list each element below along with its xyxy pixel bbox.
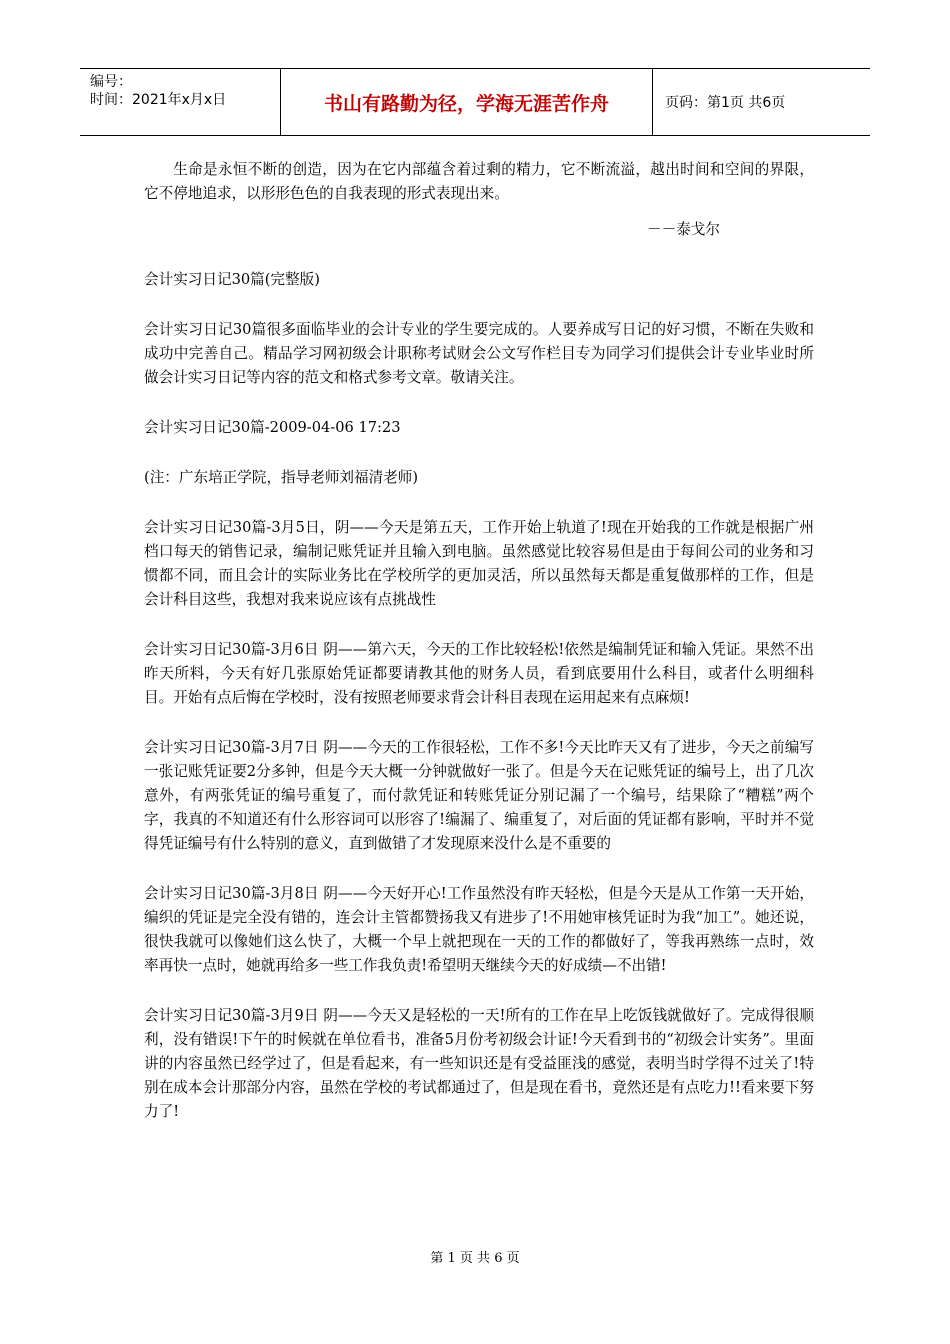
document-title: 会计实习日记30篇(完整版) [144,271,320,288]
document-date: 时间：2021年x月x日 [90,92,227,108]
post-date-line: 会计实习日记30篇-2009-04-06 17:23 [144,419,401,436]
diary-entry-mar9: 会计实习日记30篇-3月9日 阴——今天又是轻松的一天!所有的工作在早上吃饭钱就做好了。完成得很顺利，没有错误!下午的时候就在单位看书，准备5月份考初级会计证!今天看到书的“初级会计实务”。里面讲的内容虽然已经学过了，但是看起来，有一些知识还是有受益匪浅的感觉，表明当时学得不过关了!特别在成本会计那部分内容，虽然在学校的考试都通过了，但是现在看书，竟然还是有点吃力!!看来要下努力了! [144,1007,814,1120]
intro-paragraph: 会计实习日记30篇很多面临毕业的会计专业的学生要完成的。人要养成写日记的好习惯，不断在失败和成功中完善自己。精品学习网初级会计职称考试财会公文写作栏目专为同学习们提供会计专业毕业时所做会计实习日记等内容的范文和格式参考文章。敬请关注。 [144,321,814,386]
diary-entry-mar5: 会计实习日记30篇-3月5日，阴——今天是第五天，工作开始上轨道了!现在开始我的工作就是根据广州档口每天的销售记录，编制记账凭证并且输入到电脑。虽然感觉比较容易但是由于每间公司的业务和习惯都不同，而且会计的实际业务比在学校所学的更加灵活，所以虽然每天都是重复做那样的工作，但是会计科目这些，我想对我来说应该有点挑战性 [144,519,814,608]
header-page-info: 页码：第1页 共6页 [665,95,786,111]
diary-entry-mar8: 会计实习日记30篇-3月8日 阴——今天好开心!工作虽然没有昨天轻松，但是今天是从工作第一天开始，编织的凭证是完全没有错的，连会计主管都赞扬我又有进步了!不用她审核凭证时为我“加工”。她还说，很快我就可以像她们这么快了，大概一个早上就把现在一天的工作的都做好了，等我再熟练一点时，效率再快一点时，她就再给多一些工作我负责!希望明天继续今天的好成绩—不出错! [144,885,814,974]
document-number-label: 编号： [90,74,132,90]
note-line: (注：广东培正学院，指导老师刘福清老师) [144,469,419,486]
document-body [144,158,814,1150]
header-meta [80,69,281,135]
header-motto: 书山有路勤为径，学海无涯苦作舟 [281,69,653,135]
page-footer: 第 1 页 共 6 页 [430,1251,520,1266]
quote-text: 生命是永恒不断的创造，因为在它内部蕴含着过剩的精力，它不断流溢，越出时间和空间的界限，它不停地追求，以形形色色的自我表现的形式表现出来。 [144,161,814,202]
page-header [80,68,870,136]
quote-author: －－泰戈尔 [647,221,720,238]
diary-entry-mar7: 会计实习日记30篇-3月7日 阴——今天的工作很轻松，工作不多!今天比昨天又有了进步，今天之前编写一张记账凭证要2分多钟，但是今天大概一分钟就做好一张了。但是今天在记账凭证的编号上，出了几次意外，有两张凭证的编号重复了，而付款凭证和转账凭证分别记漏了一个编号，结果除了“糟糕”两个字，我真的不知道还有什么形容词可以形容了!编漏了、编重复了，对后面的凭证都有影响，平时并不觉得凭证编号有什么特别的意义，直到做错了才发现原来没什么是不重要的 [144,739,814,852]
diary-entry-mar6: 会计实习日记30篇-3月6日 阴——第六天，今天的工作比较轻松!依然是编制凭证和输入凭证。果然不出昨天所料，今天有好几张原始凭证都要请教其他的财务人员，看到底要用什么科目，或者什么明细科目。开始有点后悔在学校时，没有按照老师要求背会计科目表现在运用起来有点麻烦! [144,641,814,706]
